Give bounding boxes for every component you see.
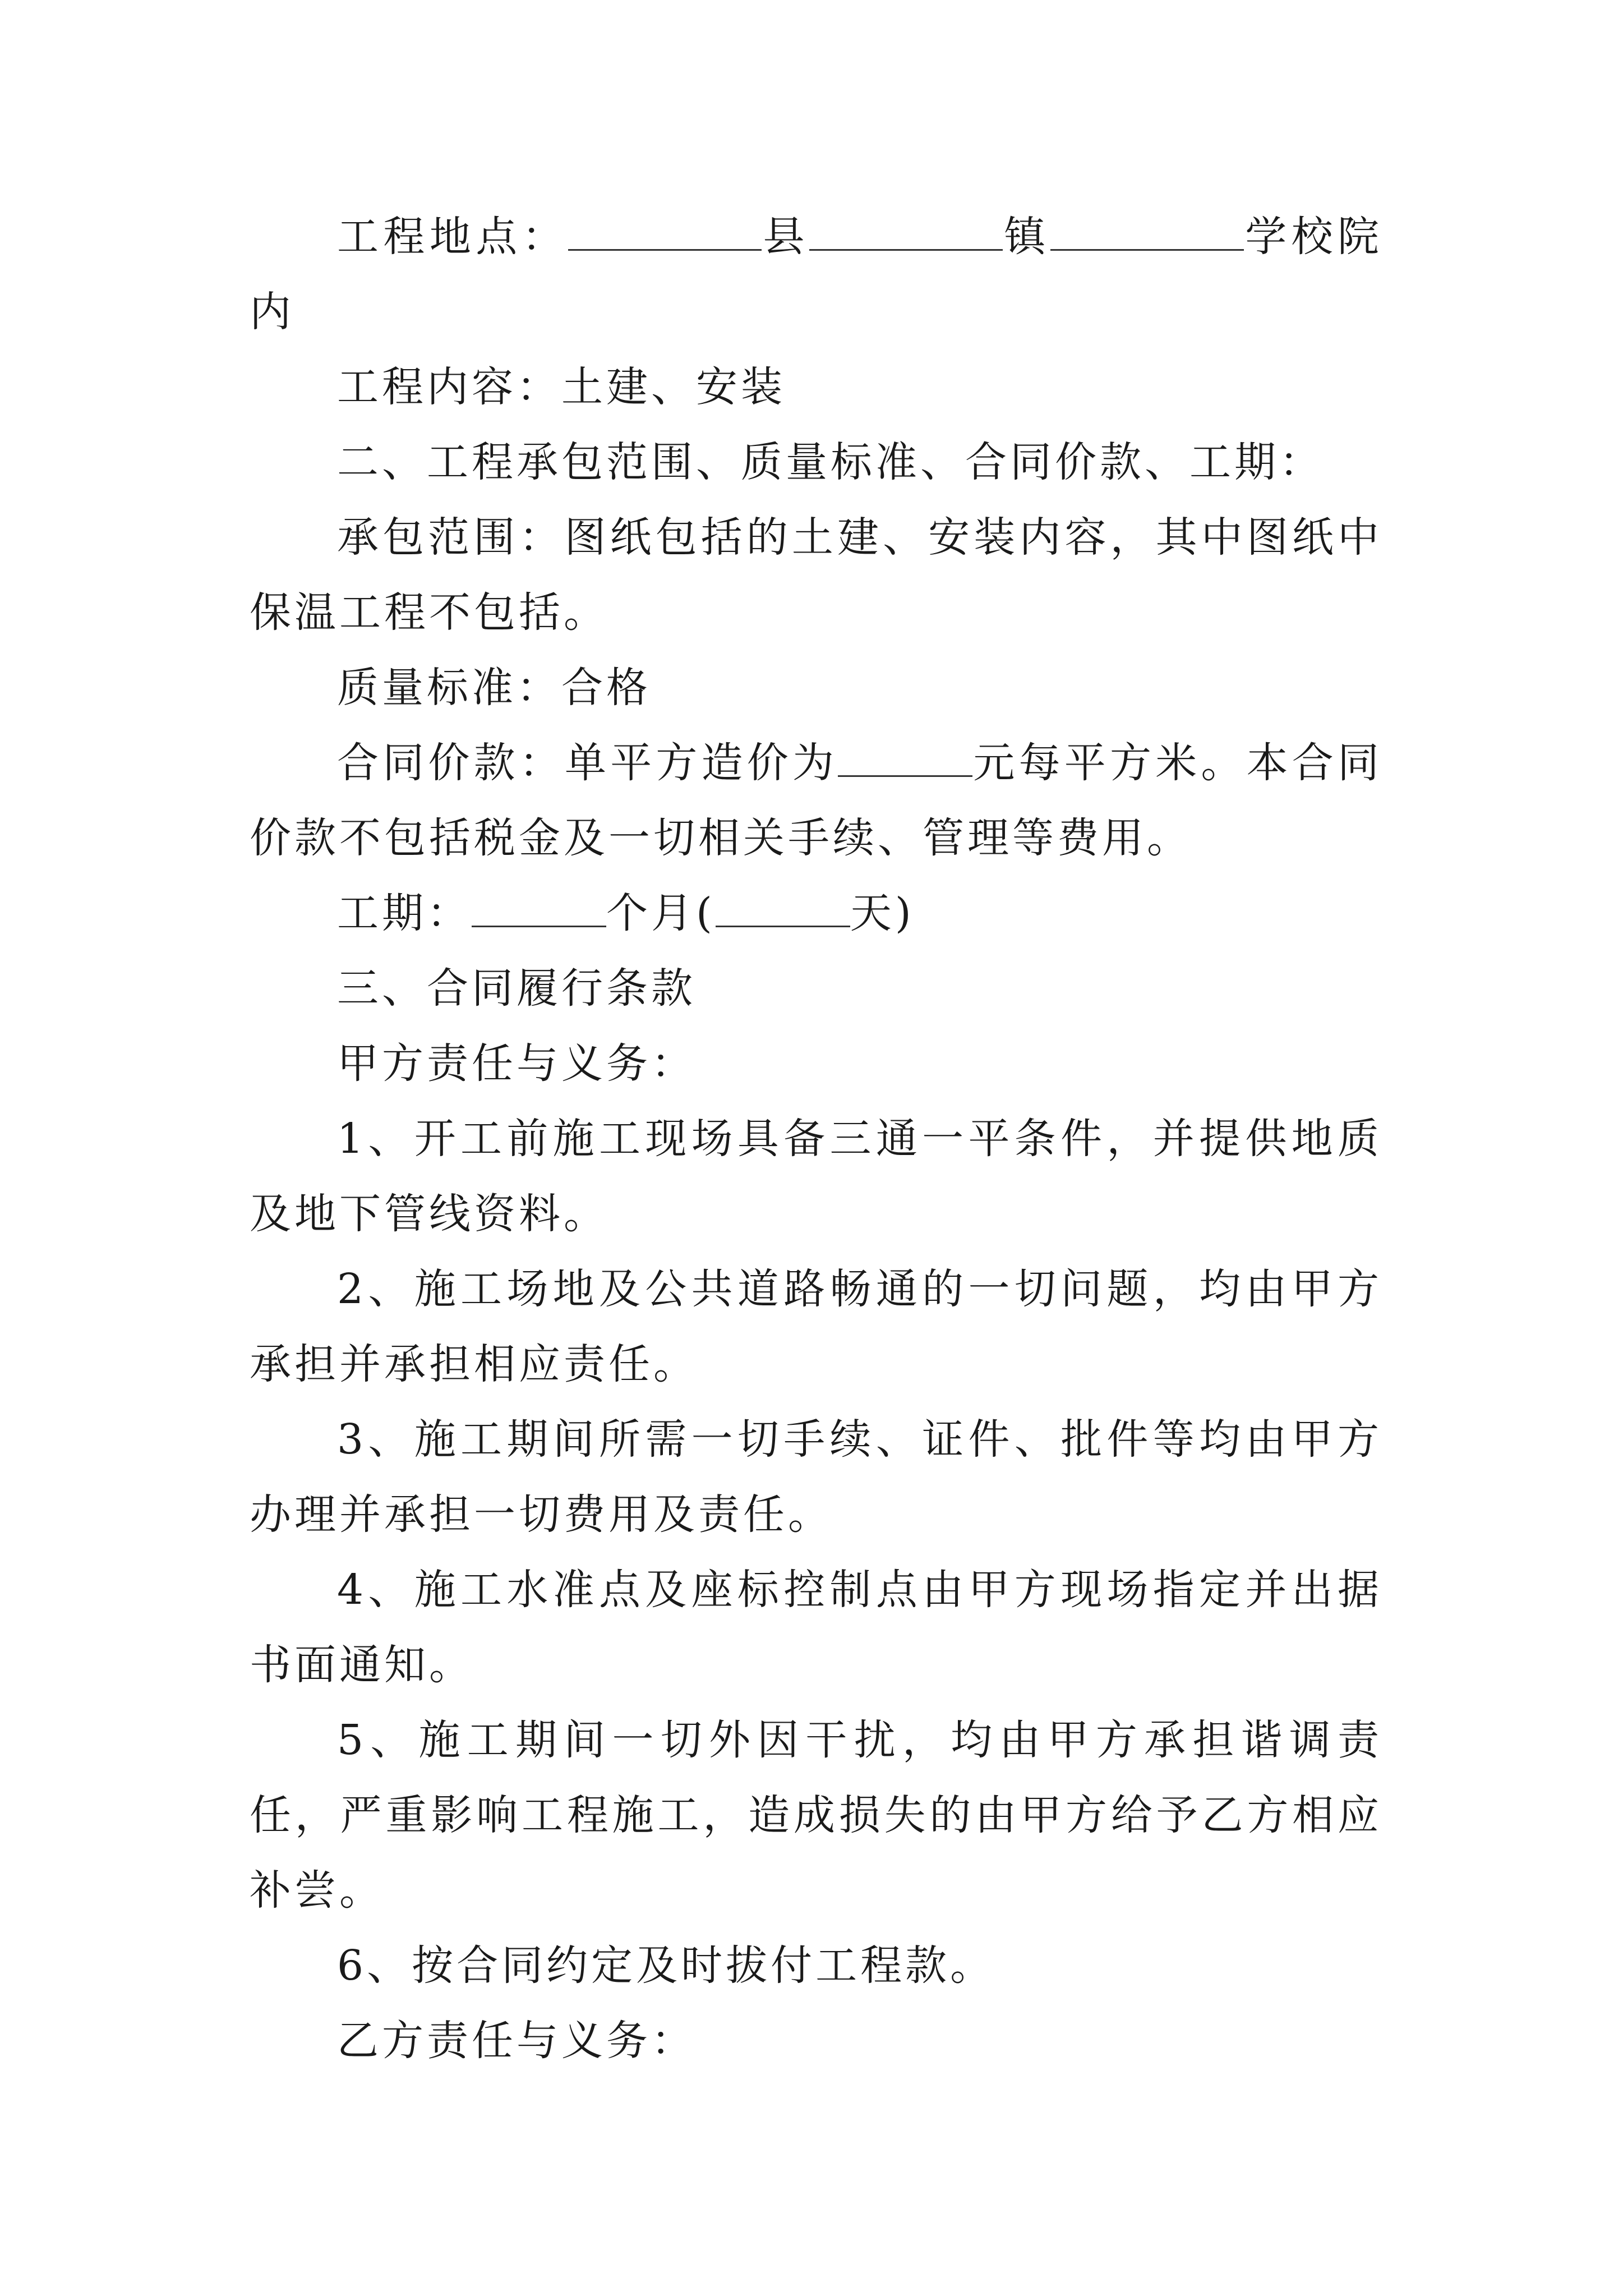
price-label: 合同价款：单平方造价为 — [337, 739, 838, 787]
days-blank — [716, 891, 850, 927]
party-a-item-5: 5、施工期间一切外因干扰，均由甲方承担谐调责任，严重影响工程施工，造成损失的由甲方给予乙方相应补尝。 — [250, 1716, 1382, 1915]
paragraph-duration — [250, 876, 1382, 951]
paragraph-project-location — [250, 199, 1382, 349]
section-heading-2: 二、工程承包范围、质量标准、合同价款、工期： — [337, 438, 1324, 486]
section-heading-3: 三、合同履行条款 — [337, 964, 696, 1013]
party-a-item-2: 2、施工场地及公共道路畅通的一切问题，均由甲方承担并承担相应责任。 — [250, 1265, 1382, 1388]
paragraph-contract-price — [250, 725, 1382, 876]
school-blank — [1050, 214, 1244, 251]
party-a-item-1: 1、开工前施工现场具备三通一平条件，并提供地质及地下管线资料。 — [250, 1115, 1382, 1238]
document-body — [250, 199, 1382, 2078]
paragraph-quality-standard: 质量标准：合格 — [337, 664, 651, 712]
party-a-item-6: 6、按合同约定及时拔付工程款。 — [337, 1941, 995, 1990]
paragraph-project-content: 工程内容：土建、安装 — [337, 363, 786, 411]
town-blank — [809, 214, 1003, 251]
party-b-heading: 乙方责任与义务： — [337, 2017, 696, 2065]
location-label: 工程地点： — [337, 213, 569, 261]
county-blank — [568, 214, 762, 251]
party-a-item-4: 4、施工水准点及座标控制点由甲方现场指定并出据书面通知。 — [250, 1566, 1382, 1689]
unit-price-blank — [838, 740, 972, 777]
party-a-item-3: 3、施工期间所需一切手续、证件、批件等均由甲方办理并承担一切费用及责任。 — [250, 1415, 1382, 1539]
days-text: 天) — [850, 889, 915, 937]
months-text: 个月( — [606, 889, 716, 937]
party-a-heading: 甲方责任与义务： — [337, 1039, 696, 1088]
town-text: 镇 — [1002, 213, 1050, 261]
duration-label: 工期： — [337, 889, 472, 937]
school-text: 学校院内 — [250, 213, 1383, 336]
price-text: 元每平方米。本合同价款不包括税金及一切相关手续、管理等费用。 — [250, 739, 1383, 862]
county-text: 县 — [762, 213, 809, 261]
paragraph-contract-scope: 承包范围：图纸包括的土建、安装内容，其中图纸中保温工程不包括。 — [250, 513, 1382, 637]
months-blank — [472, 891, 606, 927]
